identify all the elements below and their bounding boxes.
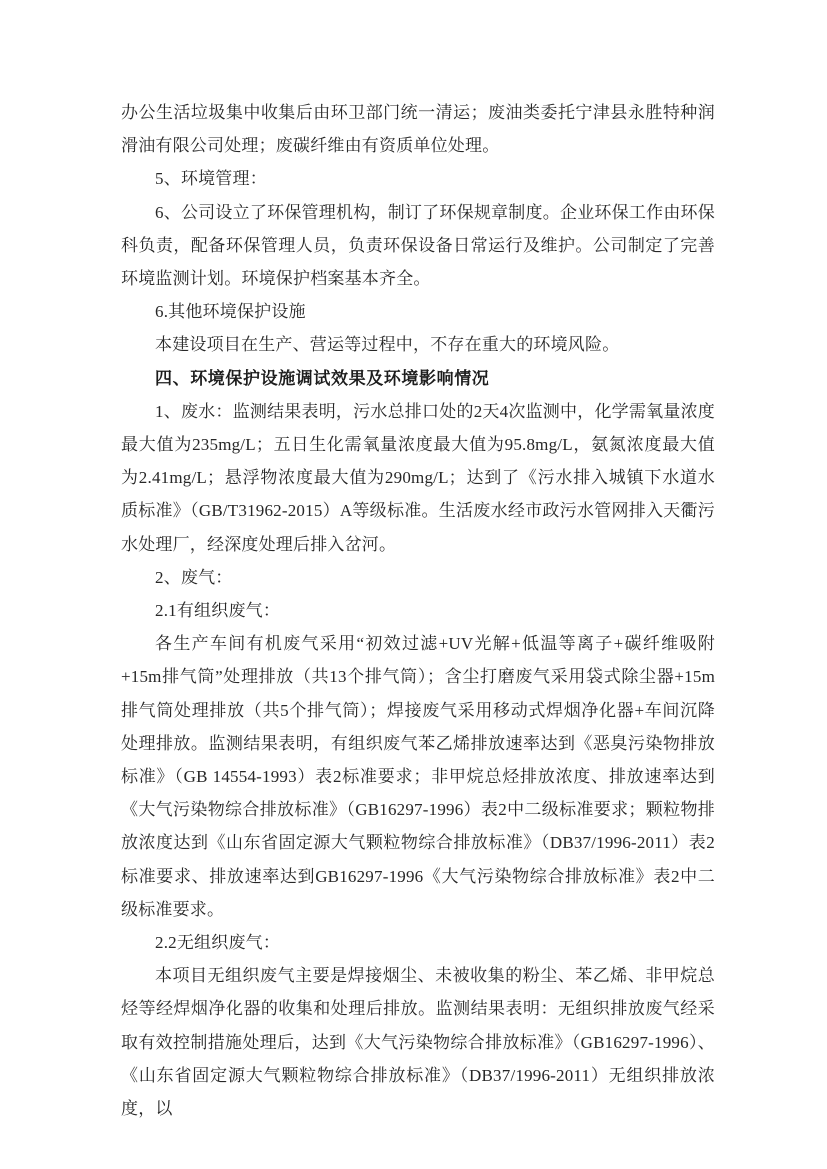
- document-text-block: [121, 96, 715, 1125]
- paragraph-4: 6.其他环境保护设施: [155, 302, 306, 322]
- paragraph-1: 办公生活垃圾集中收集后由环卫部门统一清运；废油类委托宁津县永胜特种润滑油有限公司处理；废碳纤维由有资质单位处理。: [121, 103, 715, 156]
- paragraph-12: 本项目无组织废气主要是焊接烟尘、未被收集的粉尘、苯乙烯、非甲烷总烃等经焊烟净化器的收集和处理后排放。监测结果表明：无组织排放废气经采取有效控制措施处理后，达到《大气污染物综合排放标准》（GB16297-1996）、《山东省固定源大气颗粒物综合排放标准》（DB37/1996-2011）无组织排放浓度，以: [121, 966, 715, 1119]
- paragraph-11: 2.2无组织废气：: [155, 933, 281, 953]
- paragraph-10: 各生产车间有机废气采用“初效过滤+UV光解+低温等离子+碳纤维吸附+15m排气筒”处理排放（共13个排气筒）；含尘打磨废气采用袋式除尘器+15m排气筒处理排放（共5个排气筒）；焊接废气采用移动式焊烟净化器+车间沉降处理排放。监测结果表明，有组织废气苯乙烯排放速率达到《恶臭污染物排放标准》（GB 14554-1993）表2标准要求；非甲烷总烃排放浓度、排放速率达到《大气污染物综合排放标准》（GB16297-1996）表2中二级标准要求；颗粒物排放浓度达到《山东省固定源大气颗粒物综合排放标准》（DB37/1996-2011）表2标准要求、排放速率达到GB16297-1996《大气污染物综合排放标准》表2中二级标准要求。: [121, 634, 715, 919]
- section-heading: 四、环境保护设施调试效果及环境影响情况: [155, 368, 490, 388]
- paragraph-8: 2、废气：: [155, 567, 233, 587]
- paragraph-9: 2.1有组织废气：: [155, 601, 281, 621]
- paragraph-5: 本建设项目在生产、营运等过程中，不存在重大的环境风险。: [155, 335, 620, 355]
- paragraph-2: 5、环境管理：: [155, 169, 267, 189]
- paragraph-3: 6、公司设立了环保管理机构，制订了环保规章制度。企业环保工作由环保科负责，配备环保管理人员，负责环保设备日常运行及维护。公司制定了完善环境监测计划。环境保护档案基本齐全。: [121, 202, 715, 289]
- paragraph-7: 1、废水：监测结果表明，污水总排口处的2天4次监测中，化学需氧量浓度最大值为235mg/L；五日生化需氧量浓度最大值为95.8mg/L，氨氮浓度最大值为2.41mg/L；悬浮物浓度最大值为290mg/L；达到了《污水排入城镇下水道水质标准》（GB/T31962-2015）A等级标准。生活废水经市政污水管网排入天衢污水处理厂，经深度处理后排入岔河。: [121, 401, 715, 554]
